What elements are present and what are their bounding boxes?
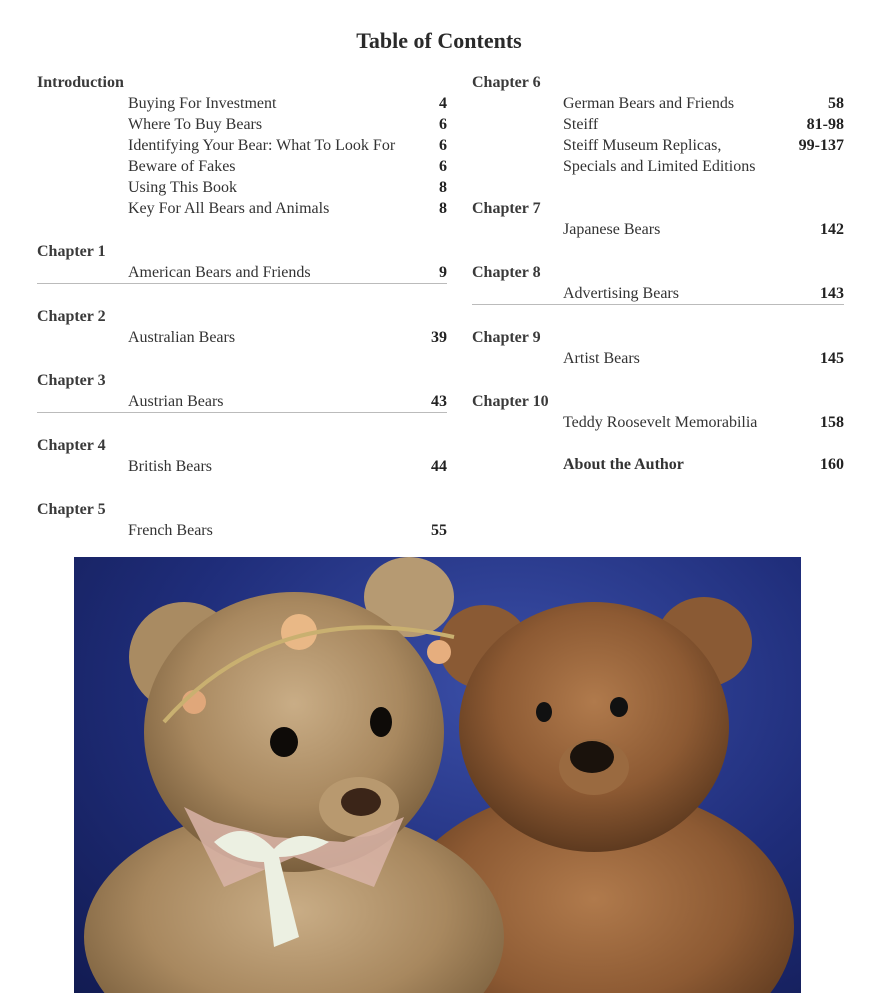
spacer bbox=[37, 477, 447, 499]
toc-entry-page: 8 bbox=[439, 200, 447, 217]
section-heading: Chapter 8 bbox=[472, 264, 541, 281]
toc-section-chapter-8 bbox=[472, 262, 844, 305]
toc-section-chapter-5 bbox=[37, 499, 447, 541]
toc-entry[interactable] bbox=[37, 93, 447, 114]
toc-entry-page: 43 bbox=[431, 393, 447, 410]
toc-section-chapter-4 bbox=[37, 435, 447, 477]
toc-entry-page: 158 bbox=[820, 414, 844, 431]
toc-entry-page: 81-98 bbox=[806, 116, 844, 133]
toc-entry-label: Advertising Bears bbox=[563, 285, 679, 302]
toc-entry[interactable] bbox=[37, 177, 447, 198]
toc-entry-page: 4 bbox=[439, 95, 447, 112]
toc-entry-page: 39 bbox=[431, 329, 447, 346]
toc-section-introduction bbox=[37, 72, 447, 219]
toc-right-column bbox=[472, 72, 844, 475]
toc-entry-page: 142 bbox=[820, 221, 844, 238]
toc-section-chapter-10 bbox=[472, 391, 844, 433]
toc-entry-label: Australian Bears bbox=[128, 329, 236, 346]
toc-entry[interactable] bbox=[472, 454, 844, 475]
toc-entry-label: Key For All Bears and Animals bbox=[128, 200, 330, 217]
toc-entry-label: French Bears bbox=[128, 522, 213, 539]
toc-entry-label: Identifying Your Bear: What To Look For bbox=[128, 137, 396, 154]
toc-entry-page: 143 bbox=[820, 285, 844, 302]
toc-entry[interactable] bbox=[472, 156, 844, 177]
page-title: Table of Contents bbox=[356, 28, 522, 53]
section-heading: Chapter 2 bbox=[37, 308, 106, 325]
toc-section-chapter-6 bbox=[472, 72, 844, 177]
toc-section-chapter-3 bbox=[37, 370, 447, 413]
toc-entry[interactable] bbox=[472, 135, 844, 156]
section-heading: Chapter 1 bbox=[37, 243, 106, 260]
toc-entry[interactable] bbox=[37, 456, 447, 477]
teddy-bears-photo bbox=[74, 557, 801, 993]
toc-entry[interactable] bbox=[472, 114, 844, 135]
toc-entry-page: 145 bbox=[820, 350, 844, 367]
toc-entry-label: British Bears bbox=[128, 458, 212, 475]
spacer bbox=[37, 348, 447, 370]
toc-entry-label: Steiff bbox=[563, 116, 599, 133]
spacer bbox=[472, 433, 844, 454]
toc-entry-page: 58 bbox=[828, 95, 844, 112]
toc-entry[interactable] bbox=[37, 327, 447, 348]
toc-entry-label: Where To Buy Bears bbox=[128, 116, 263, 133]
toc-entry-label: American Bears and Friends bbox=[128, 264, 311, 281]
section-heading: Chapter 7 bbox=[472, 200, 541, 217]
toc-entry-label: German Bears and Friends bbox=[563, 95, 735, 112]
toc-entry[interactable] bbox=[37, 262, 447, 284]
toc-entry-label: About the Author bbox=[563, 456, 684, 473]
toc-entry-page: 44 bbox=[431, 458, 447, 475]
toc-entry[interactable] bbox=[37, 198, 447, 219]
section-heading: Chapter 3 bbox=[37, 372, 106, 389]
section-heading: Chapter 10 bbox=[472, 393, 549, 410]
toc-entry-label: Steiff Museum Replicas, bbox=[563, 137, 722, 154]
toc-entry-page: 99-137 bbox=[798, 137, 844, 154]
toc-section-about bbox=[472, 454, 844, 475]
toc-entry-page: 160 bbox=[820, 456, 844, 473]
spacer bbox=[472, 369, 844, 391]
toc-entry[interactable] bbox=[472, 412, 844, 433]
toc-entry[interactable] bbox=[37, 391, 447, 413]
toc-entry-label: Japanese Bears bbox=[563, 221, 661, 238]
spacer bbox=[472, 240, 844, 262]
section-heading: Chapter 9 bbox=[472, 329, 541, 346]
toc-section-chapter-7 bbox=[472, 198, 844, 240]
toc-left-column bbox=[37, 72, 447, 541]
toc-entry[interactable] bbox=[37, 135, 447, 156]
toc-entry[interactable] bbox=[37, 156, 447, 177]
teddy-bears-illustration bbox=[74, 557, 801, 993]
spacer bbox=[37, 219, 447, 241]
toc-entry-page: 9 bbox=[439, 264, 447, 281]
toc-entry-label: Artist Bears bbox=[563, 350, 640, 367]
toc-entry-label: Buying For Investment bbox=[128, 95, 277, 112]
toc-entry[interactable] bbox=[472, 219, 844, 240]
toc-entry-page: 6 bbox=[439, 116, 447, 133]
spacer bbox=[37, 284, 447, 306]
toc-entry-label: Using This Book bbox=[128, 179, 238, 196]
toc-entry-page: 6 bbox=[439, 158, 447, 175]
toc-entry[interactable] bbox=[37, 520, 447, 541]
toc-entry-page: 55 bbox=[431, 522, 447, 539]
spacer bbox=[37, 413, 447, 435]
toc-section-chapter-9 bbox=[472, 327, 844, 369]
toc-entry[interactable] bbox=[472, 348, 844, 369]
toc-section-chapter-1 bbox=[37, 241, 447, 284]
toc-entry-page: 6 bbox=[439, 137, 447, 154]
toc-entry[interactable] bbox=[472, 283, 844, 305]
section-heading: Chapter 4 bbox=[37, 437, 106, 454]
toc-entry-label: Specials and Limited Editions bbox=[563, 158, 756, 175]
toc-entry-page: 8 bbox=[439, 179, 447, 196]
toc-entry-label: Austrian Bears bbox=[128, 393, 224, 410]
section-heading: Chapter 6 bbox=[472, 74, 541, 91]
spacer bbox=[472, 177, 844, 198]
toc-entry[interactable] bbox=[37, 114, 447, 135]
section-heading: Chapter 5 bbox=[37, 501, 106, 518]
toc-entry-label: Teddy Roosevelt Memorabilia bbox=[563, 414, 758, 431]
section-heading: Introduction bbox=[37, 74, 124, 91]
toc-entry-label: Beware of Fakes bbox=[128, 158, 236, 175]
spacer bbox=[472, 305, 844, 327]
toc-entry[interactable] bbox=[472, 93, 844, 114]
toc-section-chapter-2 bbox=[37, 306, 447, 348]
